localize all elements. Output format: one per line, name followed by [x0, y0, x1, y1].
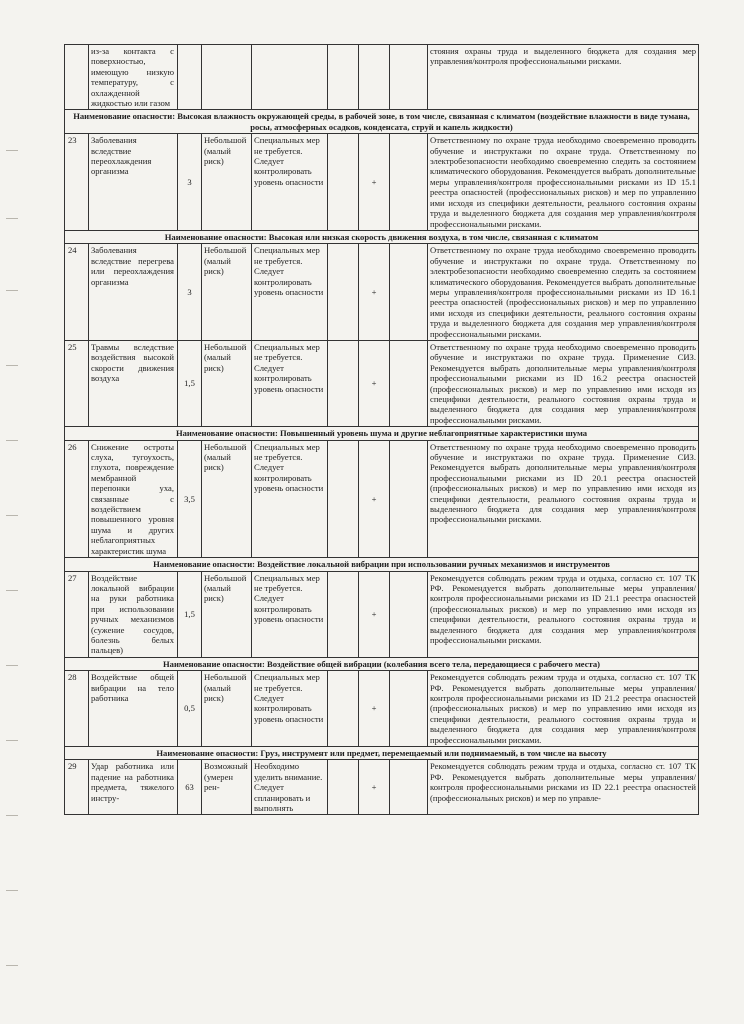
- section-heading-row: [65, 230, 699, 243]
- action-cell: Специальных мер не требуется. Следует контролировать уровень опасности: [252, 134, 328, 231]
- risk-level-cell: Небольшой (малый риск): [202, 244, 252, 341]
- section-heading-row: [65, 558, 699, 571]
- empty-cell: [328, 571, 359, 657]
- risk-level-cell: Небольшой (малый риск): [202, 440, 252, 557]
- hazard-cell: Заболевания вследствие переохлаждения организма: [89, 134, 178, 231]
- hazard-cell: Снижение остроты слуха, тугоухость, глухота, повреждение мембранной перепонки уха, связанные с воздействием повышенного уровня шума и других неблагоприятных характеристик шума: [89, 440, 178, 557]
- section-heading: Наименование опасности: Повышенный уровень шума и другие неблагоприятные характеристики шума: [65, 427, 699, 440]
- risk-assessment-table: [64, 44, 699, 815]
- empty-cell: [390, 671, 428, 747]
- empty-cell: [390, 440, 428, 557]
- table-body: [65, 45, 699, 815]
- risk-level-cell: Небольшой (малый риск): [202, 134, 252, 231]
- row-number-cell: 23: [65, 134, 89, 231]
- action-cell: Специальных мер не требуется. Следует контролировать уровень опасности: [252, 244, 328, 341]
- empty-cell: [390, 760, 428, 815]
- action-cell: Необходимо уделить внимание. Следует спланировать и выполнять: [252, 760, 328, 815]
- hazard-cell: Травмы вследствие воздействия высокой скорости движения воздуха: [89, 340, 178, 426]
- binding-edge-marks: [4, 0, 22, 1024]
- mark-cell: [328, 45, 359, 110]
- risk-level-cell: Небольшой (малый риск): [202, 340, 252, 426]
- risk-level-cell: [202, 45, 252, 110]
- action-cell: [252, 45, 328, 110]
- empty-cell: [328, 440, 359, 557]
- measures-cell: Рекомендуется соблюдать режим труда и отдыха, согласно ст. 107 ТК РФ. Рекомендуется выбрать дополнительные меры управления/контроля профессиональными рисками из ID 21.1 реестра опасностей (профессиональных рисков) и мер по управлению ими исходя из специфики деятельности, реального состояния охраны труда и выделенного бюджета для создания мер управления/контроля профессиональными рисками.: [428, 571, 699, 657]
- score-cell: 3: [178, 244, 202, 341]
- hazard-cell: из-за контакта с поверхностью, имеющую низкую температуру, с охлажденной жидкостью или газом: [89, 45, 178, 110]
- hazard-cell: Воздействие общей вибрации на тело работника: [89, 671, 178, 747]
- measures-cell: Ответственному по охране труда необходимо своевременно проводить обучение и инструктажи по охране труда. Ответственному по электробезопасности необходимо своевременно следить за состоянием климатического оборудования. Рекомендуется выбрать дополнительные меры управления/контроля профессиональными рисками из ID 15.1 реестра опасностей (профессиональных рисков) и мер по управлению ими исходя из специфики деятельности, реального состояния охраны труда и выделенного бюджета для создания мер управления/контроля профессиональными рисками.: [428, 134, 699, 231]
- empty-cell: [390, 244, 428, 341]
- risk-level-cell: Возможный (умерен рен-: [202, 760, 252, 815]
- measures-cell: Ответственному по охране труда необходимо своевременно проводить обучение и инструктажи по охране труда. Ответственному по электробезопасности необходимо своевременно следить за состоянием климатического оборудования. Рекомендуется выбрать дополнительные меры управления/контроля профессиональными рисками из ID 16.1 реестра опасностей (профессиональных рисков) и мер по управлению ими исходя из специфики деятельности, реального состояния охраны труда и выделенного бюджета для создания мер управления/контроля профессиональными рисками.: [428, 244, 699, 341]
- empty-cell: [390, 45, 428, 110]
- empty-cell: [328, 671, 359, 747]
- table-row: [65, 340, 699, 426]
- section-heading: Наименование опасности: Высокая или низкая скорость движения воздуха, в том числе, связанная с климатом: [65, 230, 699, 243]
- table-row: [65, 244, 699, 341]
- hazard-cell: Удар работника или падение на работника предмета, тяжелого инстру-: [89, 760, 178, 815]
- action-cell: Специальных мер не требуется. Следует контролировать уровень опасности: [252, 671, 328, 747]
- table-row: [65, 671, 699, 747]
- measures-cell: Рекомендуется соблюдать режим труда и отдыха, согласно ст. 107 ТК РФ. Рекомендуется выбрать дополнительные меры управления/контроля профессиональными рисками из ID 21.2 реестра опасностей (профессиональных рисков) и мер по управлению ими исходя из специфики деятельности, реального состояния охраны труда и выделенного бюджета для создания мер управления/контроля профессиональными рисками.: [428, 671, 699, 747]
- measures-cell: Рекомендуется соблюдать режим труда и отдыха, согласно ст. 107 ТК РФ. Рекомендуется выбрать дополнительные меры управления/контроля профессиональными рисками из ID 22.1 реестра опасностей (профессиональных рисков) и мер по управле-: [428, 760, 699, 815]
- action-cell: Специальных мер не требуется. Следует контролировать уровень опасности: [252, 340, 328, 426]
- mark-cell: +: [359, 244, 390, 341]
- row-number-cell: 29: [65, 760, 89, 815]
- table-row: [65, 571, 699, 657]
- row-number-cell: 28: [65, 671, 89, 747]
- empty-cell: [328, 760, 359, 815]
- action-cell: Специальных мер не требуется. Следует контролировать уровень опасности: [252, 571, 328, 657]
- score-cell: 1,5: [178, 571, 202, 657]
- score-cell: [178, 45, 202, 110]
- row-number-cell: 27: [65, 571, 89, 657]
- empty-cell: [390, 571, 428, 657]
- mark-cell: +: [359, 134, 390, 231]
- measures-cell: Ответственному по охране труда необходимо своевременно проводить обучение и инструктажи по охране труда. Применение СИЗ. Рекомендуется выбрать дополнительные меры управления/контроля профессиональными рисками из ID 20.1 реестра опасностей (профессиональных рисков) и мер по управлению ими исходя из специфики деятельности, реального состояния охраны труда и выделенного бюджета для создания мер управления/контроля профессиональными рисками.: [428, 440, 699, 557]
- section-heading: Наименование опасности: Груз, инструмент или предмет, перемещаемый или поднимаемый, в том числе на высоту: [65, 747, 699, 760]
- measures-cell: стояния охраны труда и выделенного бюджета для создания мер управления/контроля профессиональными рисками.: [428, 45, 699, 110]
- empty-cell: [328, 244, 359, 341]
- score-cell: 1,5: [178, 340, 202, 426]
- score-cell: 63: [178, 760, 202, 815]
- table-row: [65, 440, 699, 557]
- section-heading-row: [65, 110, 699, 134]
- empty-cell: [328, 134, 359, 231]
- section-heading-row: [65, 427, 699, 440]
- score-cell: 3: [178, 134, 202, 231]
- hazard-cell: Заболевания вследствие перегрева или переохлаждения организма: [89, 244, 178, 341]
- empty-cell: [390, 340, 428, 426]
- row-number-cell: 26: [65, 440, 89, 557]
- row-number-cell: 25: [65, 340, 89, 426]
- section-heading: Наименование опасности: Воздействие общей вибрации (колебания всего тела, передающиеся с рабочего места): [65, 657, 699, 670]
- hazard-cell: Воздействие локальной вибрации на руки работника при использовании ручных механизмов (сужение сосудов, болезнь белых пальцев): [89, 571, 178, 657]
- score-cell: 0,5: [178, 671, 202, 747]
- risk-level-cell: Небольшой (малый риск): [202, 571, 252, 657]
- section-heading: Наименование опасности: Высокая влажность окружающей среды, в рабочей зоне, в том числе, связанная с климатом (воздействие влажности в виде тумана, росы, атмосферных осадков, конденсата, струй и капель жидкости): [65, 110, 699, 134]
- table-row: [65, 45, 699, 110]
- empty-cell: [390, 134, 428, 231]
- mark-cell: +: [359, 440, 390, 557]
- score-cell: 3,5: [178, 440, 202, 557]
- row-number-cell: [65, 45, 89, 110]
- mark-cell: +: [359, 671, 390, 747]
- mark-cell: +: [359, 571, 390, 657]
- section-heading-row: [65, 657, 699, 670]
- table-row: [65, 760, 699, 815]
- mark-cell: +: [359, 760, 390, 815]
- row-number-cell: 24: [65, 244, 89, 341]
- empty-cell: [328, 340, 359, 426]
- empty-cell: [359, 45, 390, 110]
- section-heading: Наименование опасности: Воздействие локальной вибрации при использовании ручных механизмов и инструментов: [65, 558, 699, 571]
- measures-cell: Ответственному по охране труда необходимо своевременно проводить обучение и инструктажи по охране труда. Применение СИЗ. Рекомендуется выбрать дополнительные меры управления/контроля профессиональными рисками из ID 16.2 реестра опасностей (профессиональных рисков) и мер по управлению ими исходя из специфики деятельности, реального состояния охраны труда и выделенного бюджета для создания мер управления/контроля профессиональными рисками.: [428, 340, 699, 426]
- section-heading-row: [65, 747, 699, 760]
- table-row: [65, 134, 699, 231]
- risk-level-cell: Небольшой (малый риск): [202, 671, 252, 747]
- mark-cell: +: [359, 340, 390, 426]
- action-cell: Специальных мер не требуется. Следует контролировать уровень опасности: [252, 440, 328, 557]
